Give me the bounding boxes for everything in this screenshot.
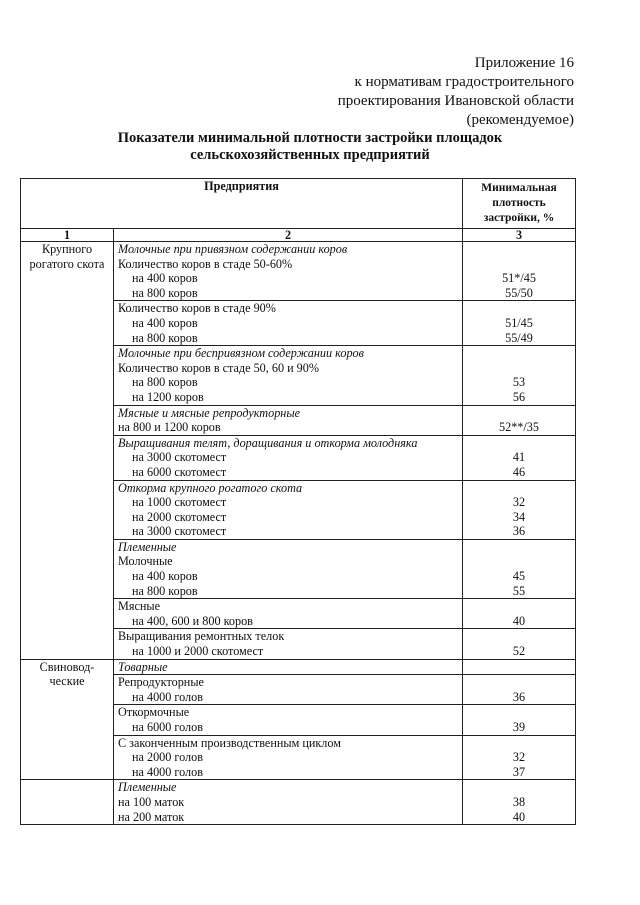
enterprise-cell [114,480,463,539]
density-value [467,554,571,569]
density-cell [463,405,576,435]
enterprise-label: на 4000 голов [132,689,203,704]
enterprise-label: на 800 и 1200 коров [118,420,221,435]
enterprise-label: на 400, 600 и 800 коров [132,613,253,628]
enterprise-label: Племенные [118,539,177,554]
enterprise-cell [114,599,463,629]
category-cell [21,659,114,780]
enterprise-cell [114,675,463,705]
enterprise-label: на 2000 голов [132,750,203,765]
density-cell [463,705,576,735]
density-cell [463,346,576,405]
density-value: 36 [512,689,526,704]
enterprise-cell [114,435,463,480]
category-cell [21,780,114,825]
enterprise-label: на 100 маток [118,794,185,809]
header-density-line: Минимальная [481,182,557,194]
enterprise-label: на 6000 голов [132,720,203,734]
enterprise-label: Выращивания телят, доращивания и откорма молодняка [118,435,418,450]
density-value: 46 [512,464,526,479]
density-value [467,705,571,720]
enterprise-label: на 400 коров [132,315,198,330]
density-value: 37 [512,764,526,779]
density-value: 51/45 [505,315,533,330]
density-value: 41 [512,450,526,465]
density-value: 36 [512,524,526,539]
enterprise-label: на 400 коров [132,569,198,584]
density-value: 39 [512,720,526,734]
density-value [467,660,571,675]
density-cell [463,780,576,825]
density-value [467,481,571,496]
density-value: 52**/35 [499,420,539,435]
density-cell [463,480,576,539]
density-value: 38 [512,794,526,809]
category-cell [21,242,114,660]
enterprise-label: С законченным производственным циклом [118,735,341,750]
enterprise-cell [114,735,463,780]
enterprise-label: на 3000 скотомест [132,524,227,539]
density-cell [463,301,576,346]
density-value: 34 [512,509,526,524]
density-value [467,675,571,690]
density-value [467,540,571,555]
enterprise-label: на 4000 голов [132,764,203,779]
header-density-line: плотность [492,197,546,209]
table-header-row [21,179,576,229]
enterprise-label: на 200 маток [118,809,185,824]
enterprise-cell [114,780,463,825]
density-value: 55 [512,583,526,598]
enterprise-cell [114,242,463,301]
enterprise-label: на 800 коров [132,285,198,300]
enterprise-cell [114,659,463,675]
density-value [467,736,571,751]
density-value [467,629,571,644]
density-value: 32 [512,495,526,510]
enterprise-label: на 1000 скотомест [132,495,227,510]
enterprise-label: Количество коров в стаде 50-60% [118,256,293,271]
density-cell [463,675,576,705]
density-value: 56 [512,389,526,404]
enterprise-label: на 800 коров [132,330,198,345]
enterprise-label: Откормочные [118,705,190,720]
enterprise-label: Мясные и мясные репродукторные [118,405,301,420]
density-value: 45 [512,569,526,584]
enterprise-cell [114,346,463,405]
enterprise-label: Выращивания ремонтных телок [118,629,285,644]
density-value: 52 [512,644,526,659]
density-value: 40 [512,809,526,824]
enterprise-label: Товарные [118,659,168,674]
enterprise-label: Племенные [118,780,177,795]
density-value [467,346,571,361]
appendix-caption [338,54,574,130]
column-number-row [21,229,576,242]
table-row [21,659,576,675]
category-label: Свиновод- [39,659,95,674]
table-row [21,780,576,825]
enterprise-label: на 2000 скотомест [132,509,227,524]
category-label: Крупного [41,242,93,256]
density-value: 53 [512,375,526,390]
header-density [463,179,576,229]
header-enterprises: Предприятия [21,179,463,229]
enterprise-label: Количество коров в стаде 90% [118,301,276,316]
density-value: 40 [512,613,526,628]
density-cell [463,242,576,301]
density-cell [463,735,576,780]
enterprise-label: на 800 коров [132,375,198,390]
title-line-2: сельскохозяйственных предприятий [190,147,430,163]
density-value: 55/49 [505,330,533,345]
density-value [467,780,571,795]
enterprise-label: Количество коров в стаде 50, 60 и 90% [118,360,320,375]
density-value [467,257,571,272]
enterprise-cell [114,539,463,598]
enterprise-label: на 3000 скотомест [132,450,227,465]
header-density-line: застройки, % [483,212,555,224]
column-number: 1 [21,229,114,242]
enterprise-label: на 400 коров [132,271,198,286]
enterprise-cell [114,405,463,435]
density-cell [463,629,576,659]
density-value [467,406,571,421]
density-cell [463,539,576,598]
density-value: 51*/45 [502,271,536,286]
enterprise-label: Откорма крупного рогатого скота [118,480,303,495]
enterprise-label: Молочные при беспривязном содержании коров [118,346,364,361]
density-value [467,301,571,316]
enterprise-label: Молочные [118,554,173,569]
density-value: 55/50 [505,285,533,300]
density-value: 32 [512,750,526,765]
enterprise-label: Мясные [118,599,160,614]
appendix-line: к нормативам градостроительного [354,74,574,90]
column-number: 3 [463,229,576,242]
enterprise-label: на 6000 скотомест [132,464,227,479]
density-cell [463,659,576,675]
document-title [60,130,560,164]
title-line-1: Показатели минимальной плотности застройки площадок [117,130,503,146]
enterprise-label: Молочные при привязном содержании коров [118,242,348,256]
enterprise-label: Репродукторные [118,675,204,690]
enterprise-cell [114,629,463,659]
density-value [467,436,571,451]
appendix-line: (рекомендуемое) [466,112,574,128]
density-value [467,599,571,614]
appendix-line: Приложение 16 [474,55,574,71]
column-number: 2 [114,229,463,242]
category-label: ческие [49,674,85,689]
enterprise-label: на 1000 и 2000 скотомест [132,644,264,659]
density-table [20,178,576,825]
density-value [467,361,571,376]
enterprise-cell [114,705,463,735]
appendix-line: проектирования Ивановской области [337,93,574,109]
enterprise-cell [114,301,463,346]
enterprise-label: на 1200 коров [132,389,204,404]
density-cell [463,435,576,480]
density-cell [463,599,576,629]
density-value [467,242,571,257]
enterprise-label: на 800 коров [132,583,198,598]
category-label: рогатого скота [29,256,105,271]
table-row [21,242,576,301]
